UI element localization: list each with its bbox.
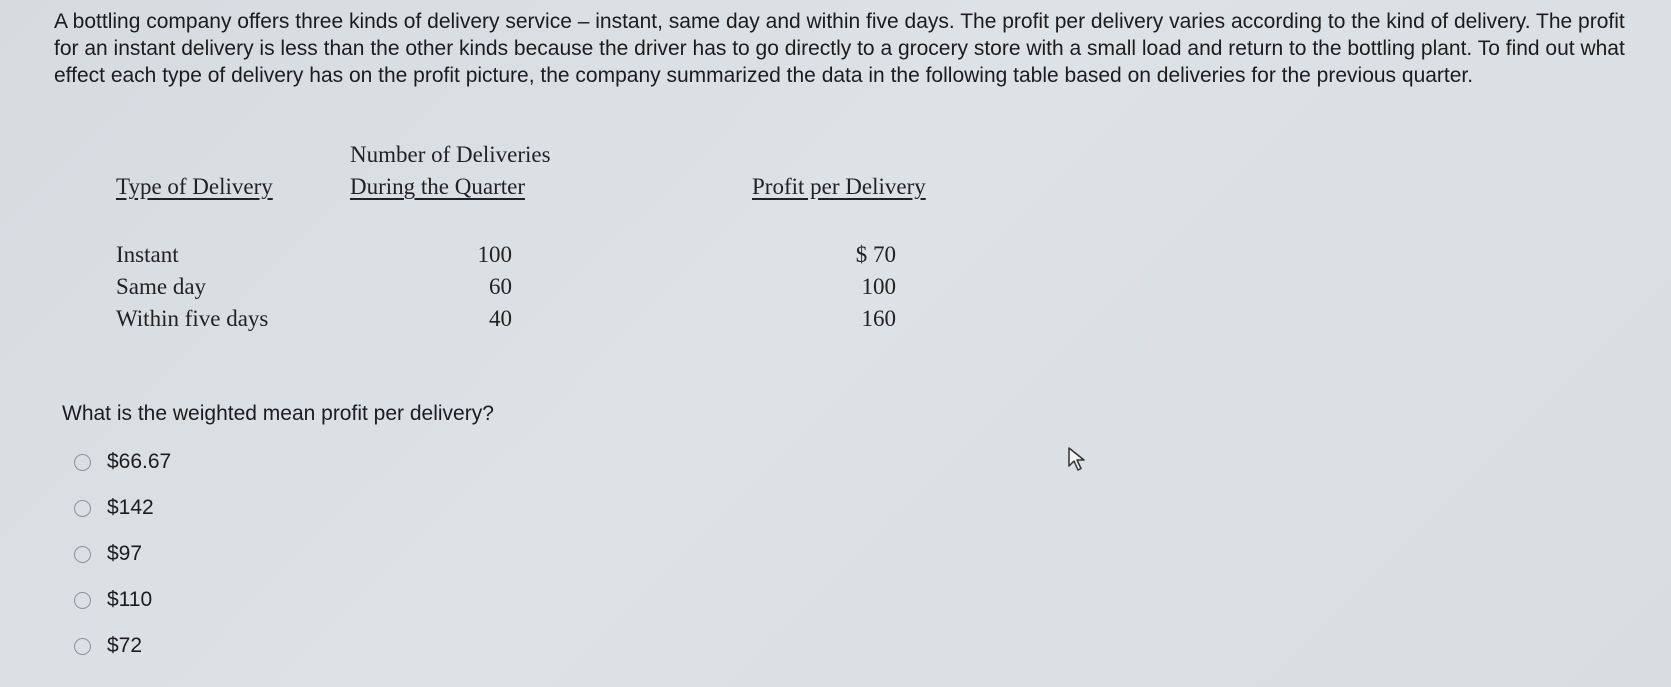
answer-option-label: $142 xyxy=(107,496,154,519)
answer-option-label: $97 xyxy=(107,542,143,565)
row-type: Within five days xyxy=(116,306,269,331)
radio-button-icon[interactable] xyxy=(74,592,91,609)
question-text: What is the weighted mean profit per delivery? xyxy=(62,402,494,425)
mouse-pointer-icon xyxy=(1067,446,1089,472)
header-during-the-quarter: During the Quarter xyxy=(350,174,525,199)
header-number-of-deliveries: Number of Deliveries xyxy=(350,142,551,167)
header-type-of-delivery: Type of Delivery xyxy=(116,174,273,199)
row-type: Instant xyxy=(116,242,179,267)
radio-button-icon[interactable] xyxy=(74,500,91,517)
answer-option[interactable] xyxy=(74,540,142,568)
question-intro: A bottling company offers three kinds of delivery service – instant, same day and within five days. The profit per delivery varies according to the kind of delivery. The profit for an instant delivery is less than the other kinds because the driver has to go directly to a grocery store with a small load and return to the bottling plant. To find out what effect each type of delivery has on the profit picture, the company summarized the data in the following table based on deliveries for the previous quarter. xyxy=(54,10,1625,87)
row-profit: $ 70 xyxy=(855,242,896,267)
row-profit: 160 xyxy=(861,306,896,331)
row-count: 100 xyxy=(477,242,512,267)
answer-option[interactable] xyxy=(74,448,171,476)
answer-option-label: $110 xyxy=(107,588,153,611)
radio-button-icon[interactable] xyxy=(74,454,91,471)
header-profit-per-delivery: Profit per Delivery xyxy=(752,174,926,199)
answer-option[interactable] xyxy=(74,586,152,614)
answer-option[interactable] xyxy=(74,494,154,522)
row-profit: 100 xyxy=(861,274,896,299)
row-count: 40 xyxy=(489,306,512,331)
radio-button-icon[interactable] xyxy=(74,546,91,563)
radio-button-icon[interactable] xyxy=(74,638,91,655)
answer-option-label: $72 xyxy=(107,634,143,657)
answer-option[interactable] xyxy=(74,632,142,660)
row-type: Same day xyxy=(116,274,207,299)
row-count: 60 xyxy=(489,274,512,299)
answer-option-label: $66.67 xyxy=(107,450,172,473)
